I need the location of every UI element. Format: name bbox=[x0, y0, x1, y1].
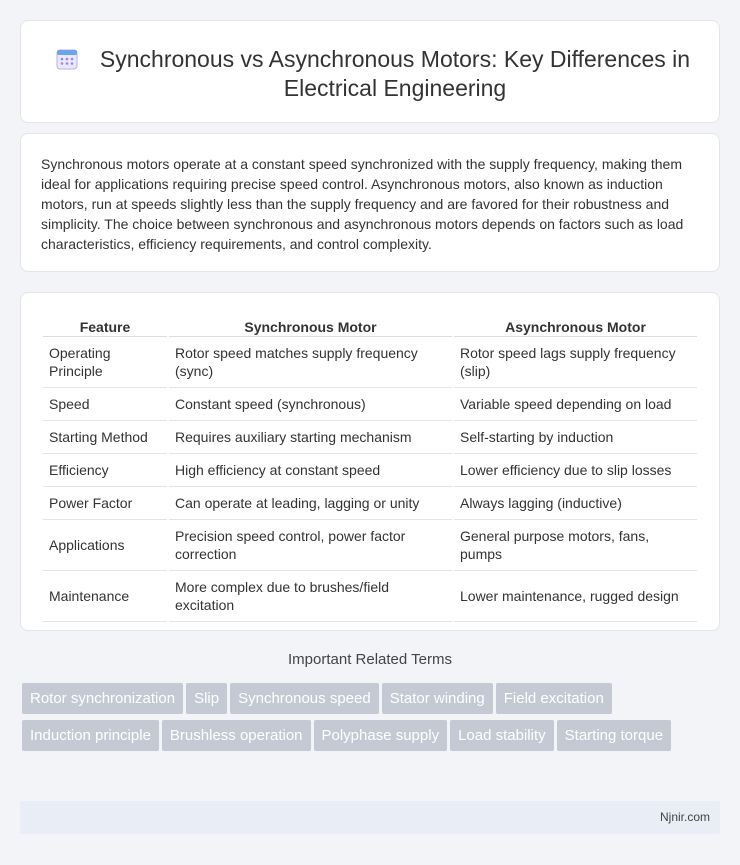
related-terms-heading: Important Related Terms bbox=[288, 651, 452, 668]
table-row bbox=[43, 388, 697, 421]
cell-synchronous: More complex due to brushes/field excitation bbox=[169, 571, 452, 622]
term-tag[interactable]: Load stability bbox=[450, 720, 554, 751]
table-row bbox=[43, 487, 697, 520]
footer bbox=[20, 801, 720, 834]
page-title: Synchronous vs Asynchronous Motors: Key Differences in Electrical Engineering bbox=[99, 46, 691, 101]
cell-asynchronous: Lower maintenance, rugged design bbox=[454, 571, 697, 622]
table-row bbox=[43, 571, 697, 622]
table-row bbox=[43, 337, 697, 388]
comparison-card bbox=[20, 292, 720, 631]
cell-feature: Power Factor bbox=[43, 487, 167, 520]
term-tag[interactable]: Rotor synchronization bbox=[22, 683, 183, 714]
term-tag[interactable]: Induction principle bbox=[22, 720, 159, 751]
cell-synchronous: Requires auxiliary starting mechanism bbox=[169, 421, 452, 454]
cell-feature: Operating Principle bbox=[43, 337, 167, 388]
cell-feature: Speed bbox=[43, 388, 167, 421]
header-asynchronous: Asynchronous Motor bbox=[454, 313, 697, 337]
term-tag[interactable]: Slip bbox=[186, 683, 227, 714]
comparison-table bbox=[41, 313, 699, 622]
cell-asynchronous: Always lagging (inductive) bbox=[454, 487, 697, 520]
cell-synchronous: Rotor speed matches supply frequency (sync) bbox=[169, 337, 452, 388]
cell-feature: Efficiency bbox=[43, 454, 167, 487]
cell-asynchronous: General purpose motors, fans, pumps bbox=[454, 520, 697, 571]
summary-card bbox=[20, 133, 720, 272]
term-tag[interactable]: Starting torque bbox=[557, 720, 671, 751]
related-terms-list bbox=[22, 683, 722, 757]
header-feature: Feature bbox=[43, 313, 167, 337]
cell-asynchronous: Lower efficiency due to slip losses bbox=[454, 454, 697, 487]
summary-text: Synchronous motors operate at a constant speed synchronized with the supply frequency, making them ideal for applications requiring precise speed control. Asynchronous motors, also known as induction motors, run at speeds slightly less than the supply frequency and are favored for their robustness and simplicity. The choice between synchronous and asynchronous motors depends on factors such as load characteristics, efficiency requirements, and control complexity. bbox=[41, 156, 684, 252]
table-row bbox=[43, 520, 697, 571]
term-tag[interactable]: Synchronous speed bbox=[230, 683, 379, 714]
calendar-icon bbox=[55, 47, 79, 71]
term-tag[interactable]: Brushless operation bbox=[162, 720, 311, 751]
cell-synchronous: Precision speed control, power factor correction bbox=[169, 520, 452, 571]
footer-site[interactable]: Njnir.com bbox=[659, 810, 710, 824]
term-tag[interactable]: Polyphase supply bbox=[314, 720, 448, 751]
term-tag[interactable]: Stator winding bbox=[382, 683, 493, 714]
cell-feature: Applications bbox=[43, 520, 167, 571]
title-card bbox=[20, 20, 720, 123]
term-tag[interactable]: Field excitation bbox=[496, 683, 612, 714]
table-row bbox=[43, 454, 697, 487]
header-synchronous: Synchronous Motor bbox=[169, 313, 452, 337]
cell-asynchronous: Self-starting by induction bbox=[454, 421, 697, 454]
cell-synchronous: Can operate at leading, lagging or unity bbox=[169, 487, 452, 520]
table-header-row bbox=[43, 313, 697, 337]
cell-feature: Maintenance bbox=[43, 571, 167, 622]
cell-asynchronous: Variable speed depending on load bbox=[454, 388, 697, 421]
cell-feature: Starting Method bbox=[43, 421, 167, 454]
cell-asynchronous: Rotor speed lags supply frequency (slip) bbox=[454, 337, 697, 388]
cell-synchronous: High efficiency at constant speed bbox=[169, 454, 452, 487]
table-row bbox=[43, 421, 697, 454]
cell-synchronous: Constant speed (synchronous) bbox=[169, 388, 452, 421]
